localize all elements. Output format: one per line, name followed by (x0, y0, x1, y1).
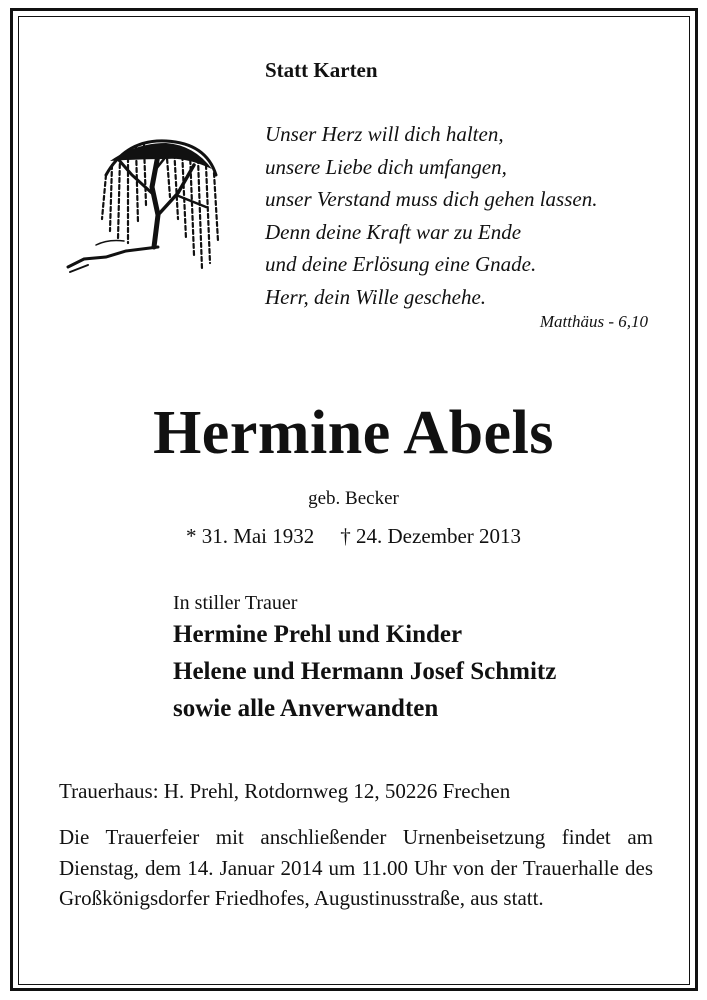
verse-source: Matthäus - 6,10 (539, 312, 648, 331)
verse-line: Denn deine Kraft war zu Ende (265, 219, 522, 244)
verse-block (265, 118, 665, 313)
mourning-house: Trauerhaus: H. Prehl, Rotdornweg 12, 50226 Frechen (59, 779, 511, 803)
ceremony-details: Die Trauerfeier mit anschließender Urnenbeisetzung findet am Dienstag, dem 14. Januar 2014 um 11.00 Uhr von der Trauerhalle des Großkönigsdorfer Friedhofes, Augustinusstraße, aus statt. (59, 825, 653, 910)
weeping-willow-icon (66, 135, 226, 285)
verse-line: Herr, dein Wille geschehe. (265, 284, 487, 309)
mourner-line: Hermine Prehl und Kinder (173, 621, 463, 648)
statt-karten-heading: Statt Karten (265, 58, 378, 82)
verse-line: unser Verstand muss dich gehen lassen. (265, 187, 598, 211)
mourner-line: Helene und Hermann Josef Schmitz (173, 658, 557, 685)
verse-line: Unser Herz will dich halten, (265, 122, 504, 146)
mourning-block (173, 590, 556, 727)
birth-name: geb. Becker (308, 488, 399, 509)
birth-date: * 31. Mai 1932 (185, 524, 315, 548)
deceased-name: Hermine Abels (153, 399, 554, 467)
verse-line: und deine Erlösung eine Gnade. (265, 252, 537, 276)
mourning-intro: In stiller Trauer (173, 592, 298, 614)
death-date: † 24. Dezember 2013 (340, 524, 522, 548)
mourner-line: sowie alle Anverwandten (173, 695, 439, 722)
verse-line: unsere Liebe dich umfangen, (265, 154, 507, 179)
life-dates (0, 524, 707, 549)
mourners-list (173, 616, 556, 727)
